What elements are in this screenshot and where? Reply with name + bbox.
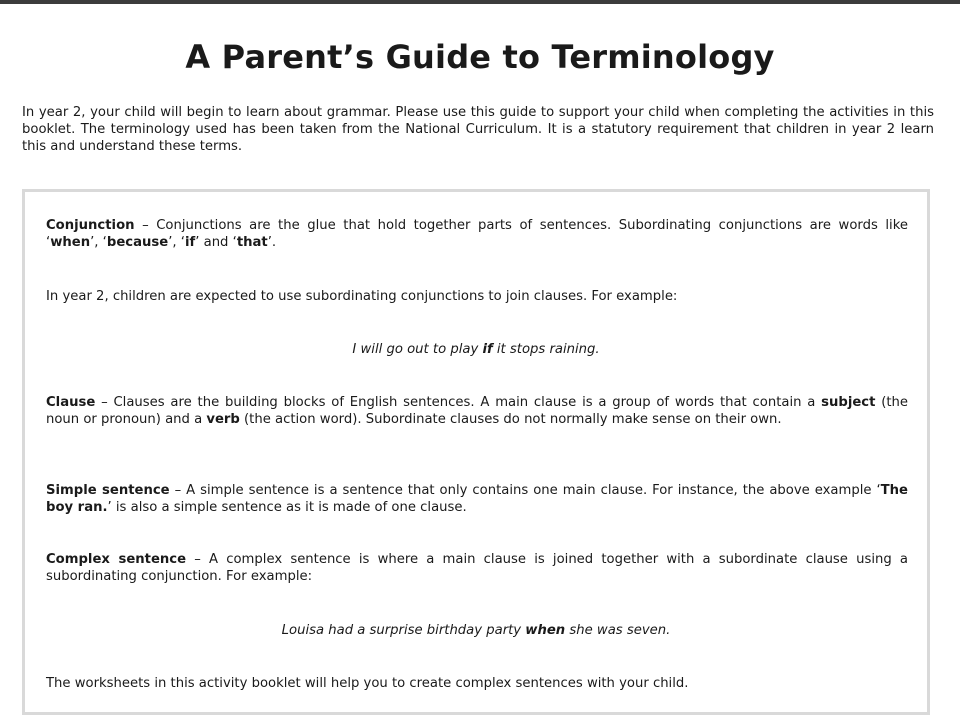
closing-note: The worksheets in this activity booklet will help you to create complex sentences with your child. [46,676,689,691]
complex-sentence-definition [46,551,908,585]
example-text: I will go out to play [352,342,483,357]
separator: ’, ‘ [168,235,185,250]
example-text: it stops raining. [492,342,600,357]
example-text: Louisa had a surprise birthday party [281,623,526,638]
conjunction-term: Conjunction [46,218,135,233]
example-sentence-1 [25,341,927,358]
verb-term: verb [206,412,240,427]
example-conjunction: when [525,623,566,638]
intro-paragraph: In year 2, your child will begin to learn about grammar. Please use this guide to support your child when completing the activities in this booklet. The terminology used has been taken from the National Curriculum. It is a statutory requirement that children in year 2 learn this and understand these terms. [22,105,934,154]
clause-text: (the noun or pronoun) and a [46,395,909,427]
example-text: she was seven. [565,623,671,638]
simple-sentence-text: ’ is also a simple sentence as it is made of one clause. [107,500,467,515]
example-sentence-2 [25,622,927,639]
clause-term: Clause [46,395,96,410]
conjunction-text: – Conjunctions are the glue that hold together parts of sentences. Subordinating conjunctions are words like ‘ [46,218,908,250]
simple-sentence-example: The boy ran. [46,483,908,515]
clause-text: – Clauses are the building blocks of English sentences. A main clause is a group of words that contain a [95,395,822,410]
separator: ’, ‘ [90,235,107,250]
subject-term: subject [821,395,876,410]
terminology-panel [22,189,930,715]
simple-sentence-term: Simple sentence [46,483,170,498]
top-border-rule [0,0,960,4]
example-conjunction: if [482,342,493,357]
conjunction-definition [46,217,908,251]
conjunction-example-if: if [184,235,196,250]
conjunction-example-that: that [236,235,268,250]
simple-sentence-definition [46,482,908,516]
year2-note: In year 2, children are expected to use subordinating conjunctions to join clauses. For example: [46,289,678,304]
page-title: A Parent’s Guide to Terminology [185,38,775,76]
separator: ’. [267,235,277,250]
clause-text: (the action word). Subordinate clauses do not normally make sense on their own. [239,412,782,427]
conjunction-example-because: because [106,235,169,250]
clause-definition [46,394,908,428]
complex-sentence-term: Complex sentence [46,552,187,567]
conjunction-example-when: when [50,235,91,250]
separator: ’ and ‘ [195,235,237,250]
simple-sentence-text: – A simple sentence is a sentence that only contains one main clause. For instance, the above example ‘ [169,483,881,498]
complex-sentence-text: – A complex sentence is where a main clause is joined together with a subordinate clause using a subordinating conjunction. For example: [46,552,908,584]
